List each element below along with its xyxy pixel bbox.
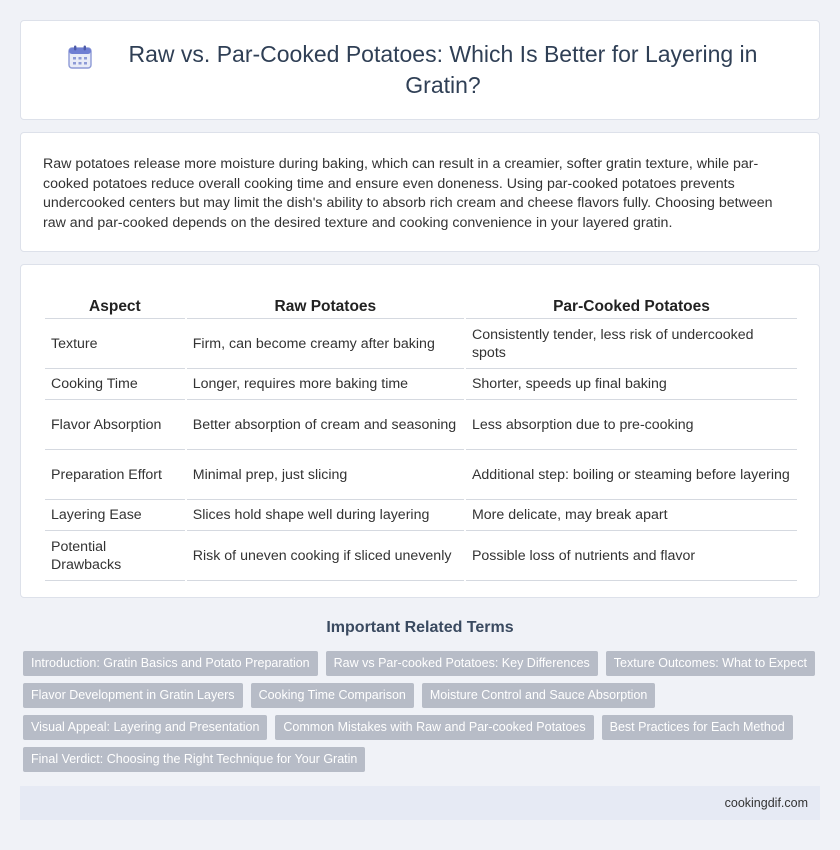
header-raw: Raw Potatoes (187, 295, 464, 319)
table-cell: Better absorption of cream and seasoning (187, 400, 464, 450)
table-cell: Flavor Absorption (45, 400, 185, 450)
table-cell: Risk of uneven cooking if sliced unevenly (187, 531, 464, 581)
table-row (45, 500, 797, 531)
table-cell: Texture (45, 319, 185, 369)
header-par-cooked: Par-Cooked Potatoes (466, 295, 797, 319)
table-cell: More delicate, may break apart (466, 500, 797, 531)
related-term-tag[interactable]: Moisture Control and Sauce Absorption (422, 683, 656, 708)
intro-card (20, 132, 820, 252)
related-term-tag[interactable]: Final Verdict: Choosing the Right Technique for Your Gratin (23, 747, 365, 772)
related-terms-title: Important Related Terms (326, 619, 514, 636)
related-term-tag[interactable]: Best Practices for Each Method (602, 715, 793, 740)
table-header-row (45, 295, 797, 319)
table-cell: Potential Drawbacks (45, 531, 185, 581)
related-term-tag[interactable]: Introduction: Gratin Basics and Potato Preparation (23, 651, 318, 676)
table-row (45, 319, 797, 369)
table-cell: Possible loss of nutrients and flavor (466, 531, 797, 581)
table-cell: Layering Ease (45, 500, 185, 531)
table-row (45, 369, 797, 400)
related-term-tag[interactable]: Visual Appeal: Layering and Presentation (23, 715, 267, 740)
calendar-icon (67, 44, 93, 70)
table-cell: Consistently tender, less risk of undercooked spots (466, 319, 797, 369)
comparison-table-card (20, 264, 820, 598)
table-cell: Minimal prep, just slicing (187, 450, 464, 500)
footer (20, 786, 820, 820)
table-cell: Additional step: boiling or steaming before layering (466, 450, 797, 500)
table-cell: Longer, requires more baking time (187, 369, 464, 400)
related-terms-list (23, 651, 823, 779)
comparison-table (43, 295, 799, 581)
related-term-tag[interactable]: Cooking Time Comparison (251, 683, 414, 708)
table-cell: Less absorption due to pre-cooking (466, 400, 797, 450)
related-term-tag[interactable]: Texture Outcomes: What to Expect (606, 651, 815, 676)
table-row (45, 400, 797, 450)
table-cell: Slices hold shape well during layering (187, 500, 464, 531)
table-row (45, 450, 797, 500)
table-cell: Preparation Effort (45, 450, 185, 500)
table-cell: Cooking Time (45, 369, 185, 400)
intro-text: Raw potatoes release more moisture during baking, which can result in a creamier, softer gratin texture, while par-cooked potatoes reduce overall cooking time and ensure even doneness. Using par-cooked potatoes prevents undercooked centers but may limit the dish's ability to absorb rich cream and cheese flavors fully. Choosing between raw and par-cooked depends on the desired texture and cooking convenience in your layered gratin. (43, 156, 773, 231)
table-cell: Shorter, speeds up final baking (466, 369, 797, 400)
header-aspect: Aspect (45, 295, 185, 319)
table-cell: Firm, can become creamy after baking (187, 319, 464, 369)
related-term-tag[interactable]: Flavor Development in Gratin Layers (23, 683, 243, 708)
related-term-tag[interactable]: Raw vs Par-cooked Potatoes: Key Differences (326, 651, 598, 676)
related-term-tag[interactable]: Common Mistakes with Raw and Par-cooked Potatoes (275, 715, 593, 740)
table-row (45, 531, 797, 581)
footer-site-link[interactable]: cookingdif.com (724, 796, 808, 810)
page-title: Raw vs. Par-Cooked Potatoes: Which Is Better for Layering in Gratin? (128, 41, 758, 98)
header-inner (60, 39, 780, 101)
header-card (20, 20, 820, 120)
